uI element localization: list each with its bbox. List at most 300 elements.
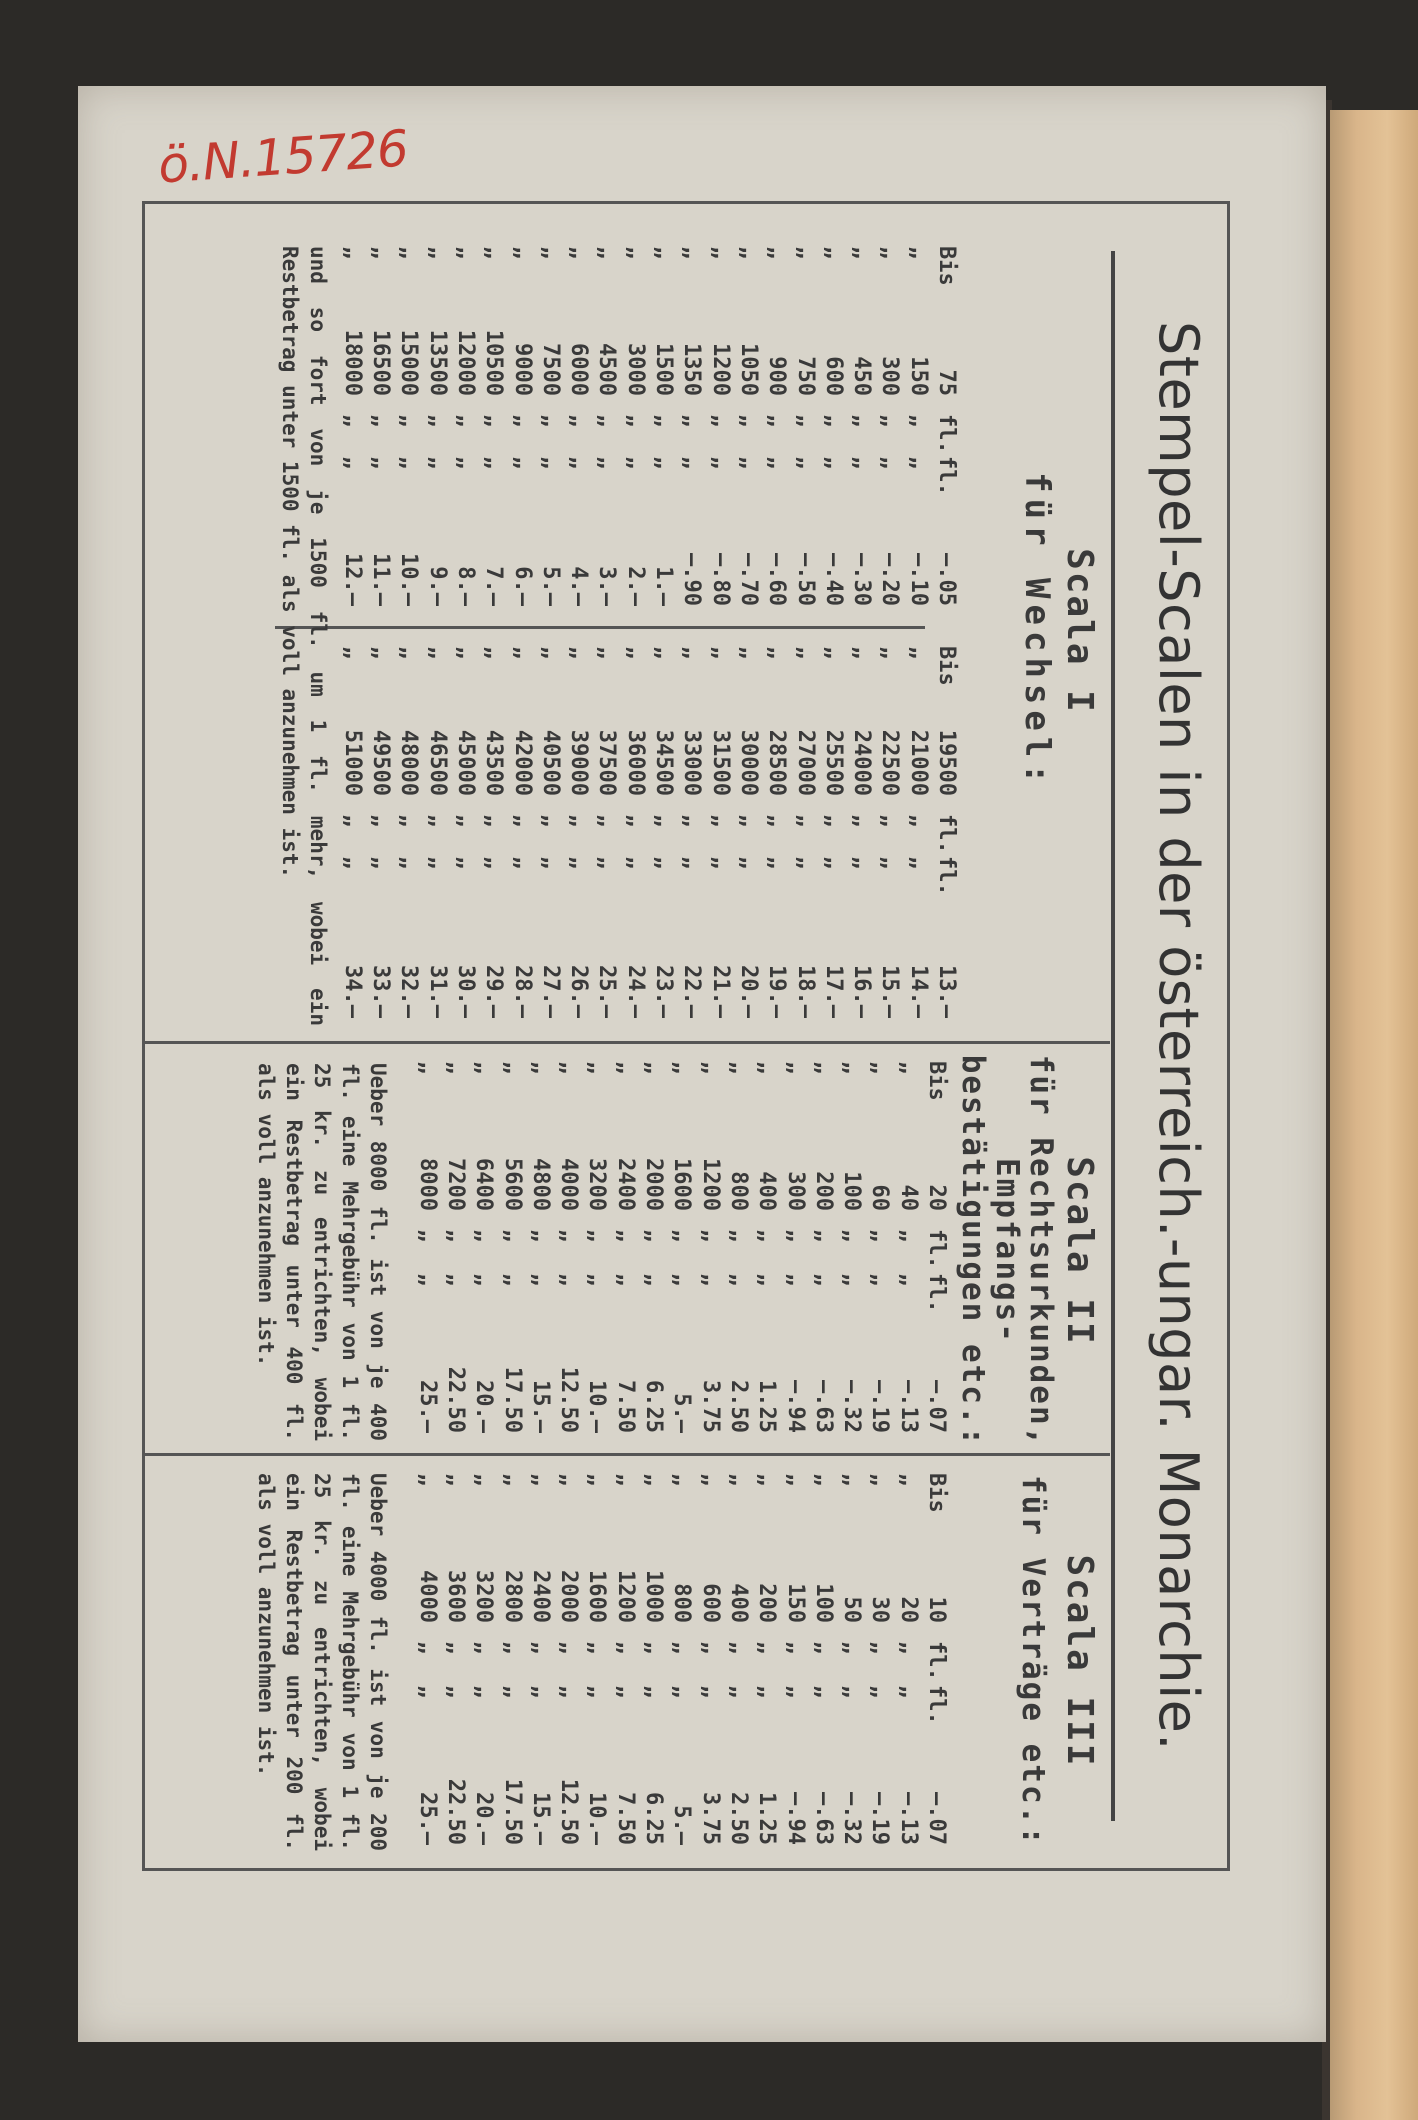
scala1-left-row bbox=[366, 246, 394, 616]
scala2-subheading-1: für Rechtsurkunden, bbox=[1023, 1054, 1059, 1448]
scala1-right-amount: 28500 bbox=[764, 729, 790, 796]
scala1-right-row bbox=[451, 646, 479, 1026]
scala2-unit2: „ bbox=[754, 1273, 780, 1287]
scala1-left-row bbox=[649, 246, 677, 616]
scala3-row bbox=[724, 1473, 752, 1853]
scala3-pre: „ bbox=[782, 1473, 808, 1487]
scala1-left-fee: —.90 bbox=[679, 553, 705, 606]
stamp-table-card bbox=[132, 191, 1250, 1881]
scala1-left-pre: „ bbox=[424, 246, 450, 260]
scala3-pre: „ bbox=[725, 1473, 751, 1487]
scala3-unit2: „ bbox=[442, 1685, 468, 1699]
scala1-left-pre: „ bbox=[339, 246, 365, 260]
scala1-left-unit: „ bbox=[509, 414, 535, 428]
scala1-left-pre: „ bbox=[707, 246, 733, 260]
scala3-pre: „ bbox=[754, 1473, 780, 1487]
scala1-right-amount: 19500 bbox=[934, 729, 959, 796]
scala3-unit: „ bbox=[669, 1641, 695, 1655]
scala1-left-unit2: „ bbox=[651, 456, 677, 470]
scala2-unit: „ bbox=[442, 1229, 468, 1243]
scala3-pre: „ bbox=[527, 1473, 553, 1487]
scala1-left-pre: „ bbox=[622, 246, 648, 260]
scala2-pre: „ bbox=[725, 1061, 751, 1075]
scala1-left-row bbox=[847, 246, 875, 616]
scala3-row bbox=[667, 1473, 695, 1853]
scala2-fee: 17.50 bbox=[499, 1366, 525, 1433]
scala1-right-pre: „ bbox=[905, 646, 931, 660]
scala1-right-row bbox=[479, 646, 507, 1026]
scala1-left-unit2: „ bbox=[905, 456, 931, 470]
scala1-left-unit: fl. bbox=[934, 414, 959, 454]
scala1-left-unit2: „ bbox=[764, 456, 790, 470]
scala1-right-amount: 24000 bbox=[849, 729, 875, 796]
scala1-left-amount: 18000 bbox=[339, 329, 365, 396]
scala1-right-unit2: „ bbox=[707, 856, 733, 870]
scala2-fee: 22.50 bbox=[442, 1366, 468, 1433]
scala2-row bbox=[526, 1061, 554, 1441]
scala1-left-row bbox=[705, 246, 733, 616]
scala3-unit: „ bbox=[556, 1641, 582, 1655]
scala1-right-unit2: „ bbox=[877, 856, 903, 870]
scala1-right-amount: 31500 bbox=[707, 729, 733, 796]
scala1-right-unit2: „ bbox=[339, 856, 365, 870]
scala1-left-amount: 12000 bbox=[452, 329, 478, 396]
scala2-pre: „ bbox=[782, 1061, 808, 1075]
scala2-amount: 2000 bbox=[641, 1158, 667, 1211]
scala1-right-pre: „ bbox=[368, 646, 394, 660]
scala3-unit2: „ bbox=[839, 1685, 865, 1699]
scala2-row bbox=[554, 1061, 582, 1441]
scala1-left-fee: 8.— bbox=[452, 566, 478, 606]
scala2-unit: „ bbox=[725, 1229, 751, 1243]
scala3-pre: „ bbox=[810, 1473, 836, 1487]
scala3-unit: „ bbox=[612, 1641, 638, 1655]
scala2-fee: —.63 bbox=[810, 1380, 836, 1433]
scala1-left-amount: 900 bbox=[764, 356, 790, 396]
scala2-row bbox=[582, 1061, 610, 1441]
scala1-right-unit2: „ bbox=[735, 856, 761, 870]
scala3-pre: „ bbox=[584, 1473, 610, 1487]
scala1-left-unit: „ bbox=[368, 414, 394, 428]
scala1-right-fee: 34.— bbox=[339, 965, 365, 1018]
scala2-amount: 3200 bbox=[584, 1158, 610, 1211]
scala3-unit2: „ bbox=[669, 1685, 695, 1699]
scala1-right-row bbox=[394, 646, 422, 1026]
scala3-row bbox=[809, 1473, 837, 1853]
scala1-left-unit: „ bbox=[339, 414, 365, 428]
scala3-fee: 10.— bbox=[584, 1792, 610, 1845]
scala3-amount: 200 bbox=[754, 1583, 780, 1623]
scala1-right-unit2: „ bbox=[622, 856, 648, 870]
scala3-row bbox=[865, 1473, 893, 1853]
scala3-row bbox=[582, 1473, 610, 1853]
scala2-unit: „ bbox=[810, 1229, 836, 1243]
scala2-unit2: „ bbox=[669, 1273, 695, 1287]
scala3-unit: „ bbox=[697, 1641, 723, 1655]
scala1-right-row bbox=[649, 646, 677, 1026]
scala1-left-unit: „ bbox=[622, 414, 648, 428]
scala1-right-unit2: „ bbox=[481, 856, 507, 870]
scala1-left-unit2: „ bbox=[481, 456, 507, 470]
scala1-right-amount: 49500 bbox=[368, 729, 394, 796]
scala2-fee: 10.— bbox=[584, 1380, 610, 1433]
scala1-left-amount: 1500 bbox=[651, 343, 677, 396]
scala2-unit: „ bbox=[612, 1229, 638, 1243]
scala3-amount: 800 bbox=[669, 1583, 695, 1623]
scala1-left-pre: „ bbox=[764, 246, 790, 260]
scala1-left-pre: „ bbox=[849, 246, 875, 260]
scala1-left-pre: „ bbox=[537, 246, 563, 260]
scala1-right-fee: 29.— bbox=[481, 965, 507, 1018]
scala2-unit: fl. bbox=[924, 1229, 949, 1269]
scala3-heading: Scala III bbox=[1059, 1554, 1100, 1768]
scala3-amount: 4000 bbox=[414, 1570, 440, 1623]
scala3-unit2: „ bbox=[697, 1685, 723, 1699]
scala2-row bbox=[724, 1061, 752, 1441]
scala2-amount: 100 bbox=[839, 1171, 865, 1211]
scala3-row bbox=[695, 1473, 723, 1853]
scala3-fee: 20.— bbox=[471, 1792, 497, 1845]
scala1-right-fee: 19.— bbox=[764, 965, 790, 1018]
scala2-fee: —.13 bbox=[895, 1380, 921, 1433]
scala1-left-row bbox=[564, 246, 592, 616]
scala1-right-unit: fl. bbox=[934, 814, 959, 854]
scala1-left-pre: „ bbox=[877, 246, 903, 260]
scala2-row bbox=[639, 1061, 667, 1441]
scala3-amount: 2400 bbox=[527, 1570, 553, 1623]
scala1-right-fee: 14.— bbox=[905, 965, 931, 1018]
scala1-left-pre: „ bbox=[452, 246, 478, 260]
scala1-left-fee: 4.— bbox=[566, 566, 592, 606]
scala3-amount: 1000 bbox=[641, 1570, 667, 1623]
scala2-row bbox=[780, 1061, 808, 1441]
scala1-left-amount: 450 bbox=[849, 356, 875, 396]
scala1-right-unit: „ bbox=[679, 814, 705, 828]
scala1-left-row bbox=[734, 246, 762, 616]
scala1-left-pre: „ bbox=[905, 246, 931, 260]
scala3-pre: „ bbox=[641, 1473, 667, 1487]
scala1-left-pre: „ bbox=[651, 246, 677, 260]
scala3-row bbox=[922, 1473, 950, 1853]
scala2-pre: „ bbox=[442, 1061, 468, 1075]
scala1-right-unit: „ bbox=[509, 814, 535, 828]
scala2-amount: 60 bbox=[867, 1184, 893, 1211]
scala2-pre: „ bbox=[584, 1061, 610, 1075]
scala1-right-amount: 43500 bbox=[481, 729, 507, 796]
scala2-fee: —.32 bbox=[839, 1380, 865, 1433]
scala1-right-fee: 31.— bbox=[424, 965, 450, 1018]
scala1-right-fee: 20.— bbox=[735, 965, 761, 1018]
handwritten-signature: ö.N.15726 bbox=[156, 119, 410, 195]
scala1-left-unit2: „ bbox=[707, 456, 733, 470]
scala1-left-unit2: fl. bbox=[934, 456, 959, 496]
scala1-left-amount: 13500 bbox=[424, 329, 450, 396]
scala1-left-fee: —.70 bbox=[735, 553, 761, 606]
scala3-amount: 400 bbox=[725, 1583, 751, 1623]
scala1-left-fee: 7.— bbox=[481, 566, 507, 606]
scala3-pre: „ bbox=[697, 1473, 723, 1487]
scala2-pre: „ bbox=[414, 1061, 440, 1075]
scala1-right-pre: „ bbox=[792, 646, 818, 660]
scala1-left-pre: „ bbox=[509, 246, 535, 260]
scala1-right-unit: „ bbox=[820, 814, 846, 828]
scala1-right-amount: 30000 bbox=[735, 729, 761, 796]
scala1-right-pre: „ bbox=[622, 646, 648, 660]
scala1-right-fee: 28.— bbox=[509, 965, 535, 1018]
scala3-row bbox=[639, 1473, 667, 1853]
scala1-right-unit2: „ bbox=[566, 856, 592, 870]
scala1-left-fee: 5.— bbox=[537, 566, 563, 606]
scala3-unit2: „ bbox=[584, 1685, 610, 1699]
scala2-amount: 4800 bbox=[527, 1158, 553, 1211]
book-spine bbox=[1330, 110, 1418, 2120]
scala3-row bbox=[780, 1473, 808, 1853]
scala2-amount: 800 bbox=[725, 1171, 751, 1211]
scala1-left-unit: „ bbox=[566, 414, 592, 428]
scala2-subheading-2: Empfangs- bbox=[989, 1158, 1025, 1344]
scala1-right-fee: 26.— bbox=[566, 965, 592, 1018]
scala1-right-pre: „ bbox=[424, 646, 450, 660]
scala3-amount: 30 bbox=[867, 1596, 893, 1623]
scala2-row bbox=[837, 1061, 865, 1441]
scala3-row bbox=[469, 1473, 497, 1853]
scala3-unit2: „ bbox=[810, 1685, 836, 1699]
scala2-unit: „ bbox=[584, 1229, 610, 1243]
scala2-row bbox=[809, 1061, 837, 1441]
scala1-right-unit: „ bbox=[424, 814, 450, 828]
scala1-right-unit2: fl. bbox=[934, 856, 959, 896]
scala1-right-row bbox=[366, 646, 394, 1026]
scala1-left-pre: „ bbox=[594, 246, 620, 260]
scala1-left-pre: Bis bbox=[934, 246, 959, 286]
scala2-unit2: fl. bbox=[924, 1273, 949, 1313]
scala3-fee: 25.— bbox=[414, 1792, 440, 1845]
scala1-left-amount: 150 bbox=[905, 356, 931, 396]
scala1-right-row bbox=[734, 646, 762, 1026]
scala1-left-row bbox=[394, 246, 422, 616]
scala3-pre: „ bbox=[839, 1473, 865, 1487]
scala1-left-row bbox=[620, 246, 648, 616]
scala2-note: Ueber 8000 fl. ist von je 400 fl. eine Mehrgebühr von 1 fl. 25 kr. zu entrichten, wobei ein Restbetrag unter 400 fl. als voll anzunehmen ist. bbox=[254, 1063, 390, 1441]
divider-scala1-scala2 bbox=[142, 1041, 1110, 1044]
scala2-fee: 12.50 bbox=[556, 1366, 582, 1433]
scala2-unit2: „ bbox=[442, 1273, 468, 1287]
scala2-amount: 20 bbox=[924, 1184, 949, 1211]
scala1-right-unit2: „ bbox=[849, 856, 875, 870]
scala1-left-row bbox=[932, 246, 960, 616]
scala1-right-unit2: „ bbox=[905, 856, 931, 870]
scala3-amount: 1200 bbox=[612, 1570, 638, 1623]
scala1-right-fee: 33.— bbox=[368, 965, 394, 1018]
scala1-right-fee: 23.— bbox=[651, 965, 677, 1018]
scala1-right-unit2: „ bbox=[537, 856, 563, 870]
scala3-row bbox=[441, 1473, 469, 1853]
scala1-left-unit: „ bbox=[651, 414, 677, 428]
scala1-right-pre: „ bbox=[481, 646, 507, 660]
scala1-right-unit2: „ bbox=[651, 856, 677, 870]
scala1-left-fee: 9.— bbox=[424, 566, 450, 606]
scala1-left-amount: 600 bbox=[820, 356, 846, 396]
scala2-unit2: „ bbox=[499, 1273, 525, 1287]
scala1-right-amount: 22500 bbox=[877, 729, 903, 796]
scala1-right-pre: „ bbox=[877, 646, 903, 660]
scala3-pre: „ bbox=[867, 1473, 893, 1487]
scala2-row bbox=[667, 1061, 695, 1441]
scala1-left-row bbox=[819, 246, 847, 616]
scala2-row bbox=[497, 1061, 525, 1441]
scala3-unit: „ bbox=[527, 1641, 553, 1655]
scala2-unit: „ bbox=[414, 1229, 440, 1243]
scala1-right-pre: „ bbox=[566, 646, 592, 660]
scala1-left-row bbox=[536, 246, 564, 616]
scala1-right-unit2: „ bbox=[509, 856, 535, 870]
scala2-unit: „ bbox=[641, 1229, 667, 1243]
scala1-right-unit: „ bbox=[905, 814, 931, 828]
scala3-amount: 50 bbox=[839, 1596, 865, 1623]
scala1-right-pre: „ bbox=[537, 646, 563, 660]
scala1-left-unit: „ bbox=[707, 414, 733, 428]
scala1-right-fee: 25.— bbox=[594, 965, 620, 1018]
scala1-left-unit: „ bbox=[537, 414, 563, 428]
scala1-right-unit: „ bbox=[566, 814, 592, 828]
scala1-left-amount: 10500 bbox=[481, 329, 507, 396]
scala1-right-unit: „ bbox=[339, 814, 365, 828]
scala2-row bbox=[695, 1061, 723, 1441]
scala1-left-amount: 1350 bbox=[679, 343, 705, 396]
scala3-fee: —.63 bbox=[810, 1792, 836, 1845]
scala1-right-amount: 34500 bbox=[651, 729, 677, 796]
scala2-pre: „ bbox=[810, 1061, 836, 1075]
scala1-right-pre: „ bbox=[707, 646, 733, 660]
scala3-fee: —.94 bbox=[782, 1792, 808, 1845]
scala1-left-fee: 12.— bbox=[339, 553, 365, 606]
scala3-row bbox=[526, 1473, 554, 1853]
scala1-right-unit: „ bbox=[452, 814, 478, 828]
scala1-left-row bbox=[875, 246, 903, 616]
scala1-left-amount: 750 bbox=[792, 356, 818, 396]
scala2-unit: „ bbox=[782, 1229, 808, 1243]
scala1-right-row bbox=[762, 646, 790, 1026]
scala2-unit2: „ bbox=[612, 1273, 638, 1287]
scala2-pre: „ bbox=[754, 1061, 780, 1075]
scala2-unit2: „ bbox=[641, 1273, 667, 1287]
title-rule bbox=[1111, 251, 1115, 1821]
scala2-unit: „ bbox=[754, 1229, 780, 1243]
scala2-unit2: „ bbox=[895, 1273, 921, 1287]
scala1-right-pre: „ bbox=[764, 646, 790, 660]
scala3-fee: —.07 bbox=[924, 1792, 949, 1845]
scala1-left-fee: 11.— bbox=[368, 553, 394, 606]
scala1-right-unit: „ bbox=[594, 814, 620, 828]
scala3-unit: „ bbox=[584, 1641, 610, 1655]
scala3-unit2: „ bbox=[895, 1685, 921, 1699]
scala3-table bbox=[412, 1473, 950, 1853]
scala2-fee: 15.— bbox=[527, 1380, 553, 1433]
scala3-pre: „ bbox=[442, 1473, 468, 1487]
scala1-right-row bbox=[677, 646, 705, 1026]
scala1-left-row bbox=[677, 246, 705, 616]
scala1-left-fee: —.30 bbox=[849, 553, 875, 606]
scala2-fee: 6.25 bbox=[641, 1380, 667, 1433]
scala2-pre: „ bbox=[499, 1061, 525, 1075]
scala1-right-unit: „ bbox=[651, 814, 677, 828]
scala3-pre: „ bbox=[556, 1473, 582, 1487]
scala1-right-amount: 25500 bbox=[820, 729, 846, 796]
scala1-right-amount: 40500 bbox=[537, 729, 563, 796]
scala1-right-pre: „ bbox=[396, 646, 422, 660]
scala3-unit: „ bbox=[725, 1641, 751, 1655]
scala3-unit2: „ bbox=[556, 1685, 582, 1699]
scala3-row bbox=[554, 1473, 582, 1853]
scala3-row bbox=[610, 1473, 638, 1853]
scala1-left-amount: 7500 bbox=[537, 343, 563, 396]
scala1-left-unit: „ bbox=[820, 414, 846, 428]
scala1-right-row bbox=[903, 646, 931, 1026]
scala1-left-row bbox=[903, 246, 931, 616]
scala3-amount: 100 bbox=[810, 1583, 836, 1623]
scala1-left-unit: „ bbox=[905, 414, 931, 428]
scala1-left-unit: „ bbox=[679, 414, 705, 428]
scala2-amount: 7200 bbox=[442, 1158, 468, 1211]
scala2-unit2: „ bbox=[556, 1273, 582, 1287]
scala1-right-fee: 22.— bbox=[679, 965, 705, 1018]
scala1-right-unit: „ bbox=[481, 814, 507, 828]
scala3-row bbox=[752, 1473, 780, 1853]
scala1-right-fee: 18.— bbox=[792, 965, 818, 1018]
scala3-row bbox=[497, 1473, 525, 1853]
scala2-unit: „ bbox=[499, 1229, 525, 1243]
scala1-right-pre: „ bbox=[679, 646, 705, 660]
scala3-fee: 1.25 bbox=[754, 1792, 780, 1845]
scala1-left-amount: 9000 bbox=[509, 343, 535, 396]
scala1-right-row bbox=[620, 646, 648, 1026]
scala1-left-unit: „ bbox=[877, 414, 903, 428]
scala1-left-unit2: „ bbox=[566, 456, 592, 470]
scala1-right-amount: 39000 bbox=[566, 729, 592, 796]
scala3-unit2: „ bbox=[754, 1685, 780, 1699]
scala1-right-row bbox=[875, 646, 903, 1026]
scala3-unit: „ bbox=[810, 1641, 836, 1655]
scala1-right-row bbox=[507, 646, 535, 1026]
scala1-left-unit: „ bbox=[481, 414, 507, 428]
scala1-left-unit2: „ bbox=[735, 456, 761, 470]
scala2-table bbox=[412, 1061, 950, 1441]
scala3-unit: „ bbox=[839, 1641, 865, 1655]
scala1-right-row bbox=[932, 646, 960, 1026]
divider-scala1-columns bbox=[275, 626, 925, 629]
scala1-left-unit2: „ bbox=[849, 456, 875, 470]
scala2-row bbox=[412, 1061, 440, 1441]
scala3-fee: 2.50 bbox=[725, 1792, 751, 1845]
scala2-fee: 3.75 bbox=[697, 1380, 723, 1433]
scala2-amount: 1200 bbox=[697, 1158, 723, 1211]
scala1-left-amount: 4500 bbox=[594, 343, 620, 396]
scala1-note: und so fort von je 1500 fl. um 1 fl. mehr, wobei ein Restbetrag unter 1500 fl. als voll anzunehmen ist. bbox=[278, 246, 330, 1026]
scala3-unit: „ bbox=[754, 1641, 780, 1655]
scala2-unit2: „ bbox=[527, 1273, 553, 1287]
scala3-pre: „ bbox=[669, 1473, 695, 1487]
scala1-left-pre: „ bbox=[735, 246, 761, 260]
scala1-right-unit: „ bbox=[735, 814, 761, 828]
scala3-unit2: „ bbox=[725, 1685, 751, 1699]
scala1-left-row bbox=[762, 246, 790, 616]
scala1-left-unit: „ bbox=[792, 414, 818, 428]
scala1-right-pre: „ bbox=[509, 646, 535, 660]
scala3-unit2: „ bbox=[527, 1685, 553, 1699]
scala2-amount: 6400 bbox=[471, 1158, 497, 1211]
scala1-right-pre: „ bbox=[594, 646, 620, 660]
scala2-unit: „ bbox=[895, 1229, 921, 1243]
